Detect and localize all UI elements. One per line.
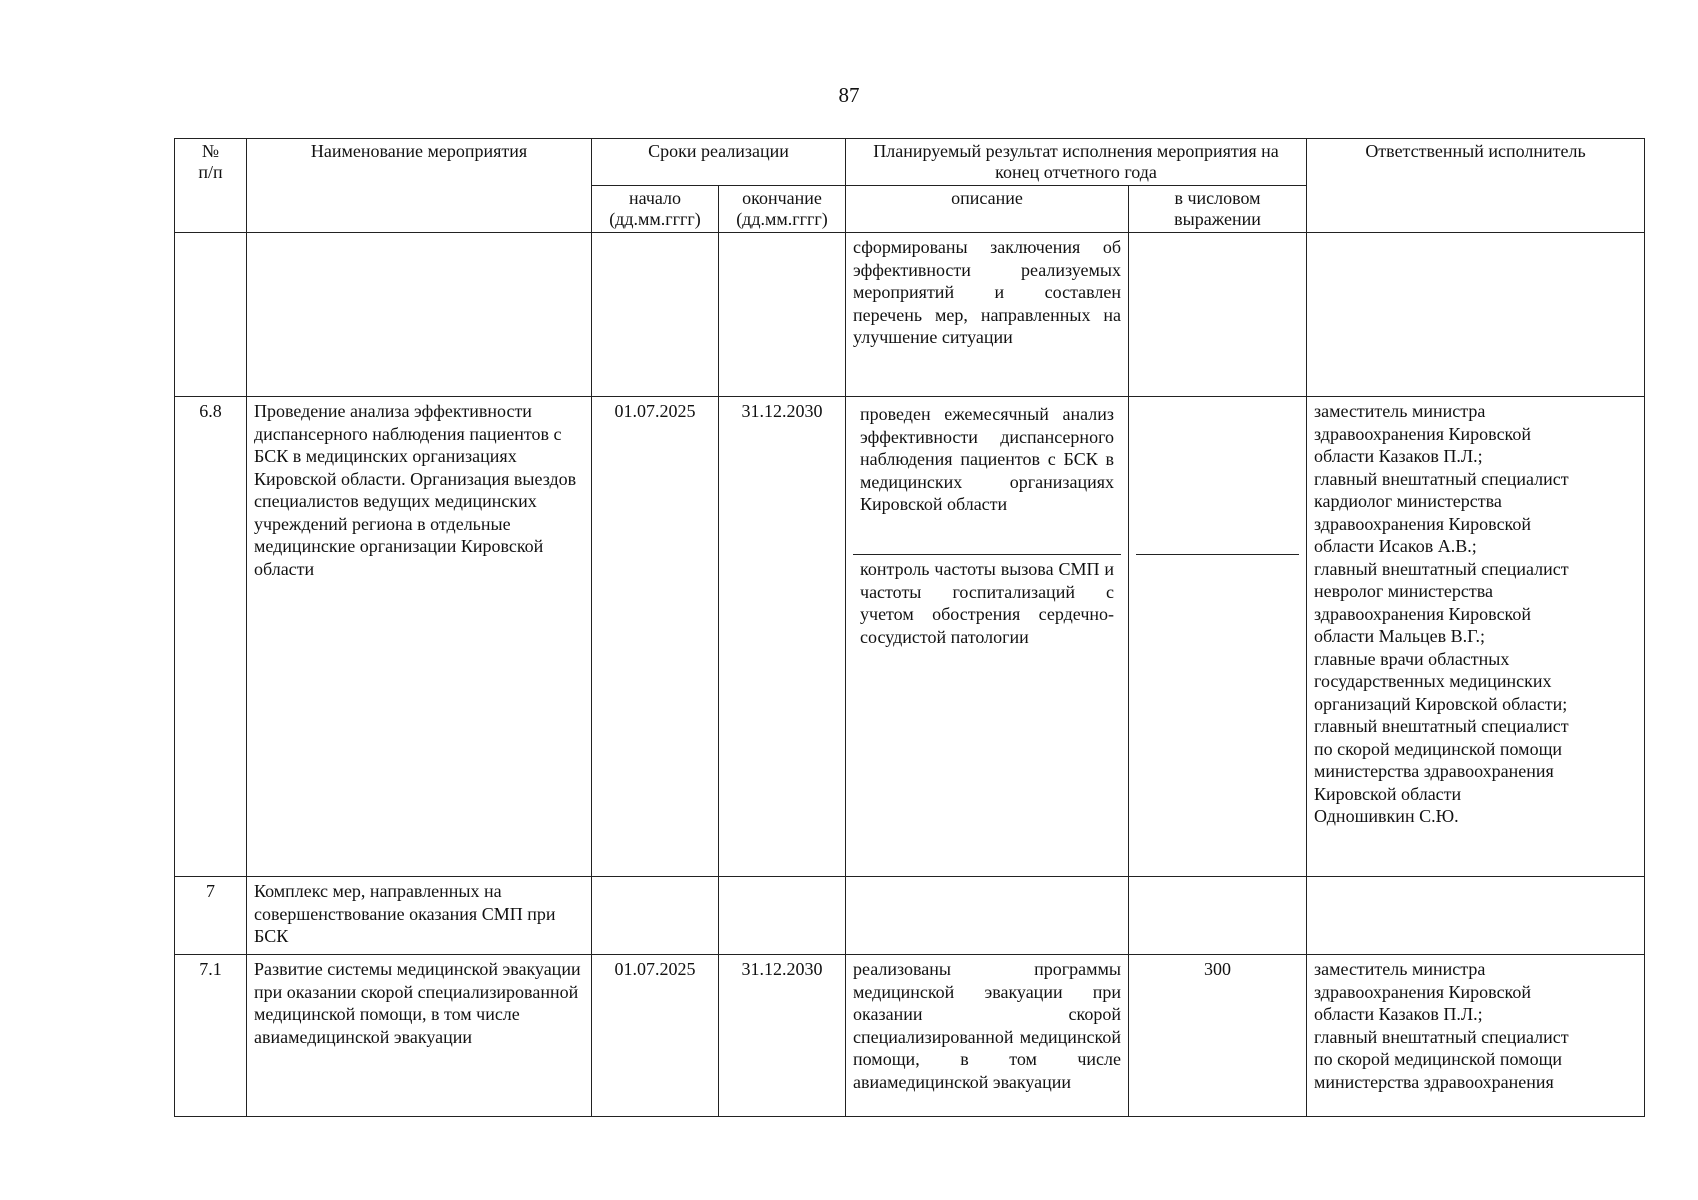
responsible-line: по скорой медицинской помощи <box>1314 738 1563 759</box>
responsible-line: главный внештатный специалист <box>1314 558 1569 579</box>
event-name: Развитие системы медицинской эвакуации при оказании скорой специализированной медицинской помощи, в том числе авиамедицинской эвакуации <box>247 955 592 1117</box>
responsible-line: здравоохранения Кировской <box>1314 981 1532 1002</box>
header-row-1 <box>175 139 1645 186</box>
responsible-line: по скорой медицинской помощи <box>1314 1049 1563 1069</box>
responsible-line: Одношивкин С.Ю. <box>1314 806 1459 826</box>
start-date: 01.07.2025 <box>592 955 719 1117</box>
end-date <box>719 233 846 397</box>
header-num: № п/п <box>175 139 247 233</box>
responsible-line: здравоохранения Кировской <box>1314 423 1532 444</box>
page-number: 87 <box>838 83 860 107</box>
header-result: Планируемый результат исполнения мероприятия на конец отчетного года <box>846 139 1307 186</box>
result-description: сформированы заключения об эффективности реализуемых мероприятий и составлен перечень мер, направленных на улучшение ситуации <box>846 233 1129 397</box>
responsible-executor <box>1307 877 1645 955</box>
responsible-line: заместитель министра <box>1314 959 1486 979</box>
responsible-line: главный внештатный специалист <box>1314 468 1569 489</box>
result-value: 300 <box>1129 955 1307 1117</box>
responsible-executor <box>1307 955 1645 1117</box>
result-value-cell <box>1129 397 1307 877</box>
plan-table <box>174 138 1645 1117</box>
responsible-line: области Исаков А.В.; <box>1314 536 1477 556</box>
event-name: Комплекс мер, направленных на совершенствование оказания СМП при БСК <box>247 877 592 955</box>
start-date <box>592 233 719 397</box>
result-description: проведен ежемесячный анализ эффективности диспансерного наблюдения пациентов с БСК в медицинских организациях Кировской области <box>860 404 1115 514</box>
table-row <box>175 397 1645 877</box>
responsible-line: главные врачи областных <box>1314 648 1510 669</box>
result-description: контроль частоты вызова СМП и частоты госпитализаций с учетом обострения сердечно-сосудистой патологии <box>853 554 1121 651</box>
responsible-line: организаций Кировской области; <box>1314 693 1568 714</box>
result-value <box>1136 554 1299 561</box>
event-name <box>247 233 592 397</box>
row-number: 7 <box>175 877 247 955</box>
result-value <box>1129 233 1307 397</box>
row-number <box>175 233 247 397</box>
result-description <box>846 877 1129 955</box>
header-end: окончание (дд.мм.гггг) <box>719 186 846 233</box>
start-date: 01.07.2025 <box>592 397 719 877</box>
table-row <box>175 233 1645 397</box>
start-date <box>592 877 719 955</box>
end-date: 31.12.2030 <box>719 397 846 877</box>
responsible-line: Кировской области <box>1314 783 1462 804</box>
responsible-line: области Казаков П.Л.; <box>1314 1004 1483 1024</box>
end-date <box>719 877 846 955</box>
end-date: 31.12.2030 <box>719 955 846 1117</box>
row-number: 6.8 <box>175 397 247 877</box>
result-value <box>1129 877 1307 955</box>
header-description: описание <box>846 186 1129 233</box>
responsible-executor <box>1307 397 1645 877</box>
responsible-line: здравоохранения Кировской <box>1314 603 1532 624</box>
responsible-line: заместитель министра <box>1314 401 1486 421</box>
responsible-line: государственных медицинских <box>1314 671 1552 691</box>
responsible-line: невролог министерства <box>1314 581 1494 601</box>
table-row <box>175 955 1645 1117</box>
header-responsible: Ответственный исполнитель <box>1307 139 1645 233</box>
responsible-line: области Мальцев В.Г.; <box>1314 626 1486 646</box>
plan-table-body <box>175 233 1645 1117</box>
responsible-line: здравоохранения Кировской <box>1314 513 1532 534</box>
responsible-line: министерства здравоохранения <box>1314 1071 1554 1092</box>
table-row <box>175 877 1645 955</box>
responsible-line: области Казаков П.Л.; <box>1314 446 1483 466</box>
responsible-line: главный внештатный специалист <box>1314 716 1569 736</box>
event-name: Проведение анализа эффективности диспансерного наблюдения пациентов с БСК в медицинских организациях Кировской области. Организация выездов специалистов ведущих медицинских учреждений региона в отдельные медицинские организации Кировской области <box>247 397 592 877</box>
result-value <box>1136 400 1299 554</box>
header-name: Наименование мероприятия <box>247 139 592 233</box>
header-numeric: в числовом выражении <box>1129 186 1307 233</box>
header-start: начало (дд.мм.гггг) <box>592 186 719 233</box>
header-terms: Сроки реализации <box>592 139 846 186</box>
responsible-line: главный внештатный специалист <box>1314 1026 1569 1047</box>
row-number: 7.1 <box>175 955 247 1117</box>
result-description-cell <box>846 397 1129 877</box>
responsible-executor <box>1307 233 1645 397</box>
responsible-line: кардиолог министерства <box>1314 491 1502 511</box>
responsible-line: министерства здравоохранения <box>1314 761 1554 781</box>
result-description: реализованы программы медицинской эвакуации при оказании скорой специализированной медицинской помощи, в том числе авиамедицинской эвакуации <box>846 955 1129 1117</box>
